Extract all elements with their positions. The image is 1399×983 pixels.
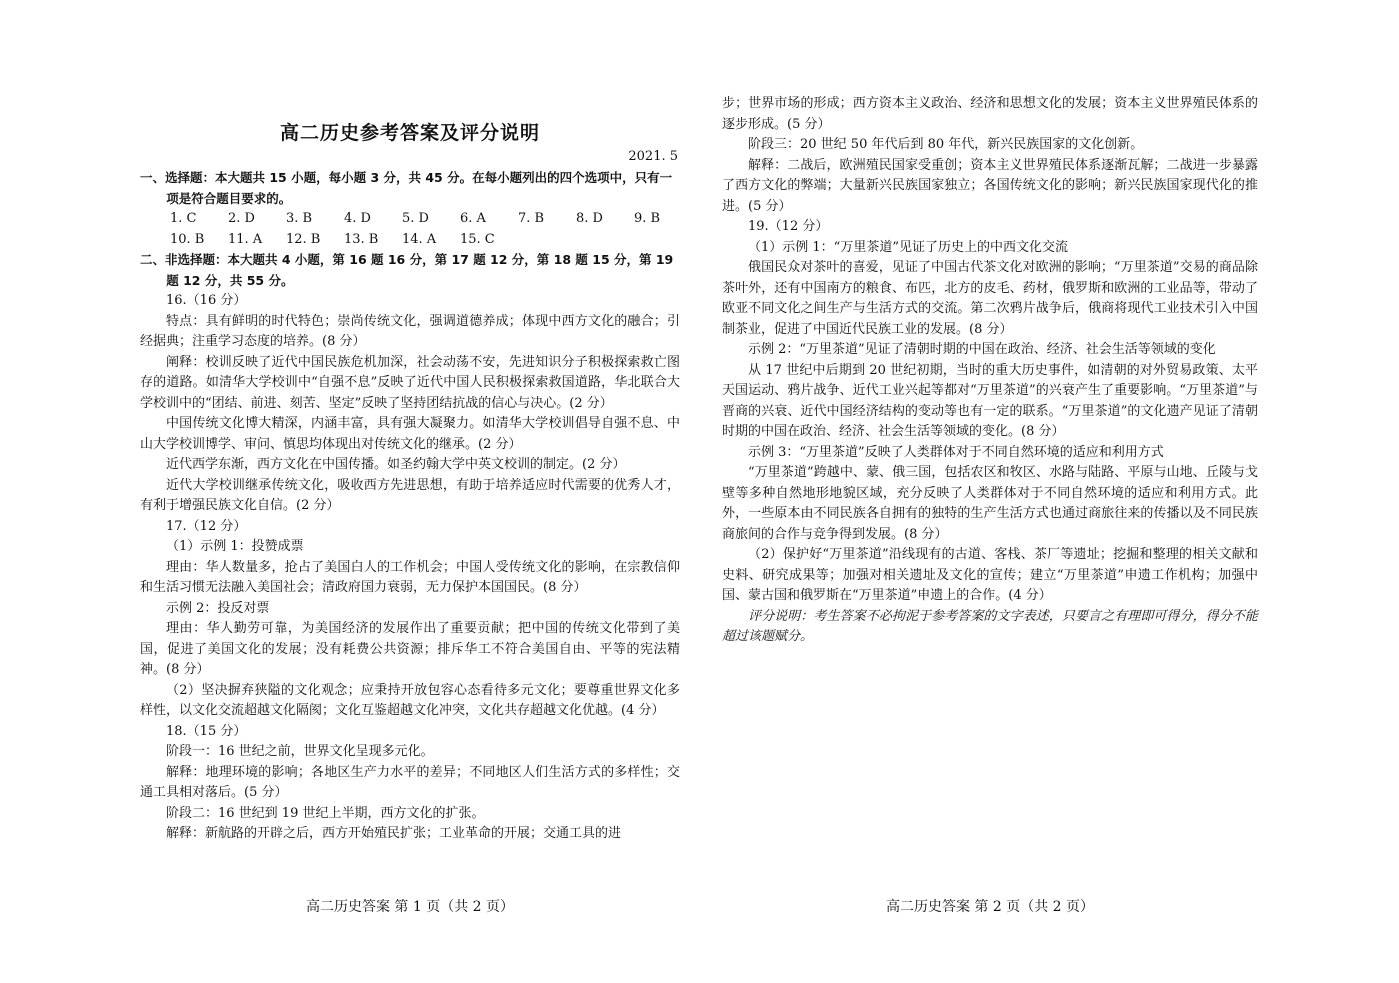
page-1 xyxy=(140,0,680,983)
answer-paragraph: “万里茶道”跨越中、蒙、俄三国，包括农区和牧区、水路与陆路、平原与山地、丘陵与戈壁等多种自然地形地貌区域，充分反映了人类群体对于不同自然环境的适应和利用方式。此外，一些原本由不同民族各自拥有的独特的生产生活方式也通过商旅往来的传播以及不同民族商旅间的合作与竞争得到发展。(8 分） xyxy=(722,465,1258,542)
answer-key-row-2 xyxy=(140,230,680,251)
answer-paragraph: 解释：二战后，欧洲殖民国家受重创；资本主义世界殖民体系逐渐瓦解；二战进一步暴露了西方文化的弊端；大量新兴民族国家独立；各国传统文化的影响；新兴民族国家现代化的推进。(5 分） xyxy=(722,157,1258,214)
document-date: 2021. 5 xyxy=(628,149,678,164)
page-1-footer: 高二历史答案 第 1 页（共 2 页） xyxy=(305,899,515,915)
question-16-header: 16.（16 分） xyxy=(166,293,247,308)
answer-paragraph: 近代大学校训继承传统文化，吸收西方先进思想，有助于培养适应时代需要的优秀人才，有利于增强民族文化自信。(2 分） xyxy=(140,477,680,513)
answer-paragraph: 示例 2：“万里茶道”见证了清朝时期的中国在政治、经济、社会生活等领域的变化 xyxy=(748,342,1216,357)
answer-paragraph: 阶段二：16 世纪到 19 世纪上半期，西方文化的扩张。 xyxy=(166,805,485,821)
answer-item: 6. A xyxy=(460,211,486,226)
answer-paragraph: 俄国民众对茶叶的喜爱，见证了中国古代茶文化对欧洲的影响；“万里茶道”交易的商品除茶叶外，还有中国南方的粮食、布匹，北方的皮毛、药材，俄罗斯和欧洲的工业品等，带动了欧亚不同文化之间生产与生活方式的交流。第二次鸦片战争后，俄商将现代工业技术引入中国制茶业，促进了中国近代民族工业的发展。(8 分） xyxy=(722,260,1258,337)
answer-key-row-1 xyxy=(140,209,680,230)
answer-item: 2. D xyxy=(228,211,255,226)
answer-item: 13. B xyxy=(344,231,379,247)
grading-note: 评分说明：考生答案不必拘泥于参考答案的文字表述，只要言之有理即可得分，得分不能超过该题赋分。 xyxy=(722,608,1258,644)
answer-paragraph: 理由：华人勤劳可靠，为美国经济的发展作出了重要贡献；把中国的传统文化带到了美国，促进了美国文化的发展；没有耗费公共资源；排斥华工不符合美国自由、平等的宪法精神。(8 分） xyxy=(140,621,680,677)
answer-paragraph: （1）示例 1：“万里茶道”见证了历史上的中西文化交流 xyxy=(748,239,1068,255)
answer-item: 4. D xyxy=(344,211,371,226)
answer-paragraph: 理由：华人数量多，抢占了美国白人的工作机会；中国人受传统文化的影响，在宗教信仰和生活习惯无法融入美国社会；清政府国力衰弱，无力保护本国国民。(8 分） xyxy=(140,559,680,595)
answer-item: 15. C xyxy=(460,231,495,247)
answer-paragraph: 特点：具有鲜明的时代特色；崇尚传统文化，强调道德养成；体现中西方文化的融合；引经据典；注重学习态度的培养。(8 分） xyxy=(140,313,680,349)
document-title: 高二历史参考答案及评分说明 xyxy=(279,122,540,144)
answer-item: 11. A xyxy=(228,231,263,247)
question-18-header: 18.（15 分） xyxy=(166,723,247,739)
section-1-heading: 一、选择题：本大题共 15 小题，每小题 3 分，共 45 分。在每小题列出的四个选项中，只有一项是符合题目要求的。 xyxy=(140,170,673,206)
answer-paragraph: 中国传统文化博大精深，内涵丰富，具有强大凝聚力。如清华大学校训倡导自强不息、中山大学校训博学、审问、慎思均体现出对传统文化的继承。(2 分） xyxy=(140,416,680,452)
page-2 xyxy=(722,0,1258,983)
page-1-body xyxy=(140,168,680,845)
answer-paragraph: 示例 2：投反对票 xyxy=(166,600,270,616)
answer-item: 1. C xyxy=(170,211,197,226)
answer-paragraph: 阶段三：20 世纪 50 年代后到 80 年代，新兴民族国家的文化创新。 xyxy=(748,137,1144,152)
answer-item: 9. B xyxy=(634,211,661,226)
answer-paragraph: 步；世界市场的形成；西方资本主义政治、经济和思想文化的发展；资本主义世界殖民体系的逐步形成。(5 分） xyxy=(722,96,1258,132)
page-2-body xyxy=(722,94,1258,648)
answer-paragraph: （1）示例 1：投赞成票 xyxy=(166,539,304,554)
answer-paragraph: 示例 3：“万里茶道”反映了人类群体对于不同自然环境的适应和利用方式 xyxy=(748,444,1164,460)
answer-paragraph: 阐释：校训反映了近代中国民族危机加深，社会动荡不安，先进知识分子积极探索救亡图存的道路。如清华大学校训中“自强不息”反映了近代中国人民积极探索救国道路，华北联合大学校训中的“团结、前进、刻苦、坚定”反映了坚持团结抗战的信心与决心。(2 分） xyxy=(140,354,680,411)
question-17-header: 17.（12 分） xyxy=(166,518,247,534)
answer-paragraph: 近代西学东渐，西方文化在中国传播。如圣约翰大学中英文校训的制定。(2 分） xyxy=(166,457,626,472)
answer-paragraph: 解释：新航路的开辟之后，西方开始殖民扩张；工业革命的开展；交通工具的进 xyxy=(166,826,622,841)
section-2-heading: 二、非选择题：本大题共 4 小题，第 16 题 16 分，第 17 题 12 分，第 18 题 15 分，第 19 题 12 分，共 55 分。 xyxy=(140,252,674,288)
answer-item: 8. D xyxy=(576,211,603,226)
answer-item: 5. D xyxy=(402,211,429,226)
answer-item: 14. A xyxy=(402,231,437,247)
answer-paragraph: 解释：地理环境的影响；各地区生产力水平的差异；不同地区人们生活方式的多样性；交通工具相对落后。(5 分） xyxy=(140,764,680,800)
answer-paragraph: （2）保护好“万里茶道”沿线现有的古道、客栈、茶厂等遗址；挖掘和整理的相关文献和史料、研究成果等；加强对相关遗址及文化的宣传；建立“万里茶道”申遗工作机构；加强中国、蒙古国和俄罗斯在“万里茶道”申遗上的合作。(4 分） xyxy=(722,547,1258,603)
answer-item: 3. B xyxy=(286,211,313,226)
answer-item: 10. B xyxy=(170,231,205,247)
answer-paragraph: 从 17 世纪中后期到 20 世纪初期，当时的重大历史事件，如清朝的对外贸易政策、太平天国运动、鸦片战争、近代工业兴起等都对“万里茶道”的兴衰产生了重要影响。“万里茶道”与晋商的兴衰、近代中国经济结构的变动等也有一定的联系。“万里茶道”的文化遗产见证了清朝时期的中国在政治、经济、社会生活等领域的变化。(8 分） xyxy=(722,362,1258,439)
answer-item: 7. B xyxy=(518,211,545,226)
answer-paragraph: （2）坚决摒弃狭隘的文化观念；应秉持开放包容心态看待多元文化；要尊重世界文化多样性，以文化交流超越文化隔阂；文化互鉴超越文化冲突，文化共存超越文化优越。(4 分） xyxy=(140,682,680,718)
answer-item: 12. B xyxy=(286,231,321,247)
question-19-header: 19.（12 分） xyxy=(748,219,829,234)
page-2-footer: 高二历史答案 第 2 页（共 2 页） xyxy=(885,899,1095,915)
answer-paragraph: 阶段一：16 世纪之前，世界文化呈现多元化。 xyxy=(166,744,434,759)
